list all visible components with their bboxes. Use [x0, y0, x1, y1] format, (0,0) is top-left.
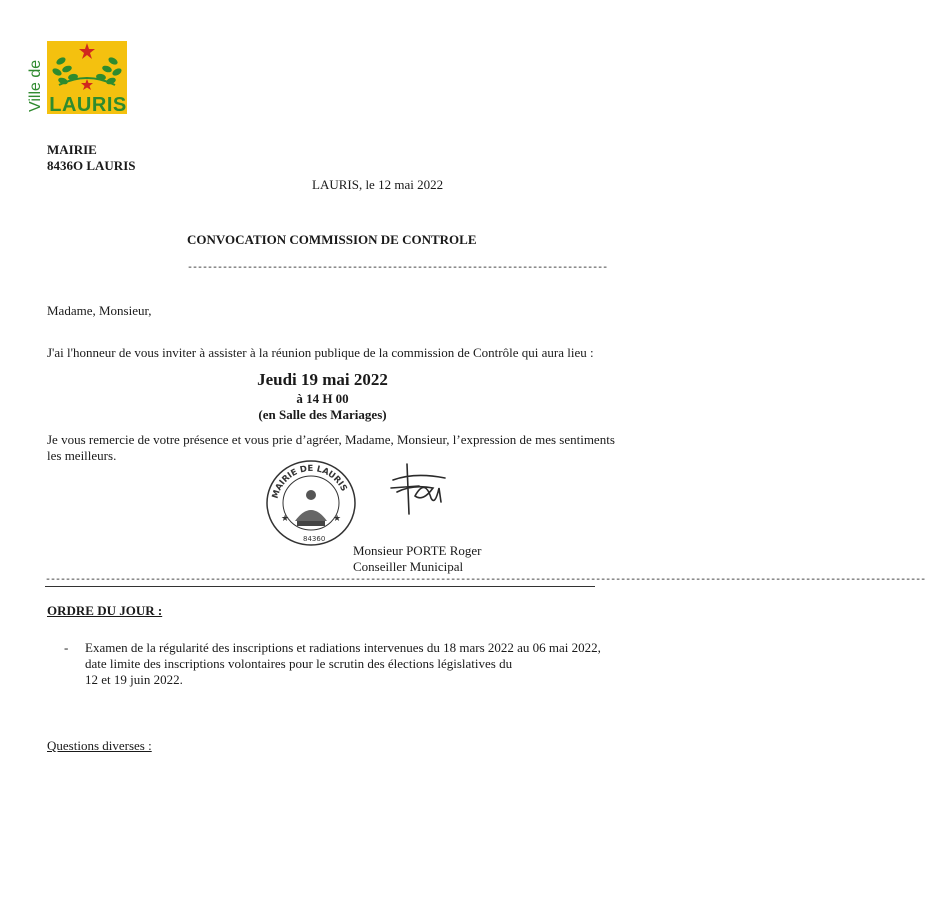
- svg-text:★: ★: [281, 513, 290, 523]
- meeting-date: Jeudi 19 mai 2022: [257, 370, 388, 389]
- signatory-name: Monsieur PORTE Roger: [353, 543, 482, 558]
- meeting-place: (en Salle des Mariages): [258, 407, 387, 422]
- sender-line2: 8436O LAURIS: [47, 158, 136, 173]
- logo-vertical-text: [27, 40, 45, 114]
- sender-line1: MAIRIE: [47, 142, 97, 157]
- stamp-postcode: 84360: [303, 535, 326, 543]
- stamp-ring-text: MAIRIE DE LAURIS: [270, 463, 349, 500]
- agenda-item-line1: Examen de la régularité des inscriptions et radiations intervenues du 18 mars 2022 au 06 mai 2022,: [85, 640, 601, 655]
- signatory-role: Conseiller Municipal: [353, 559, 464, 574]
- handwritten-signature: [385, 458, 455, 522]
- agenda-item-line2: date limite des inscriptions volontaires pour le scrutin des élections législatives du: [85, 656, 513, 671]
- closing-line2: les meilleurs.: [47, 448, 117, 463]
- greeting: Madame, Monsieur,: [47, 303, 152, 318]
- meeting-time: à 14 H 00: [296, 391, 349, 406]
- svg-text:★: ★: [333, 513, 342, 523]
- intro-paragraph: J'ai l'honneur de vous inviter à assister à la réunion publique de la commission de Contrôle qui aura lieu :: [47, 345, 594, 360]
- mairie-stamp: [265, 459, 357, 547]
- agenda-heading: ORDRE DU JOUR :: [47, 603, 163, 618]
- agenda-item-line3: 12 et 19 juin 2022.: [85, 672, 183, 687]
- closing-line1: Je vous remercie de votre présence et vous prie d’agréer, Madame, Monsieur, l’expression de mes sentiments: [47, 432, 615, 447]
- section-dashed-rule: --------------------------------------------------------------------------------------------------------------------------------------------------------------------------------: [45, 575, 925, 586]
- date-line: LAURIS, le 12 mai 2022: [312, 177, 444, 192]
- logo-lauris-word: LAURIS: [49, 94, 127, 116]
- section-solid-rule: [45, 586, 595, 587]
- logo-ville-de: Ville de: [27, 59, 44, 112]
- questions-diverses: Questions diverses :: [47, 738, 152, 753]
- title-dashed-rule: ------------------------------------------------------------------------------------: [187, 263, 608, 274]
- agenda-bullet: -: [64, 640, 69, 655]
- document-title: CONVOCATION COMMISSION DE CONTROLE: [187, 232, 477, 247]
